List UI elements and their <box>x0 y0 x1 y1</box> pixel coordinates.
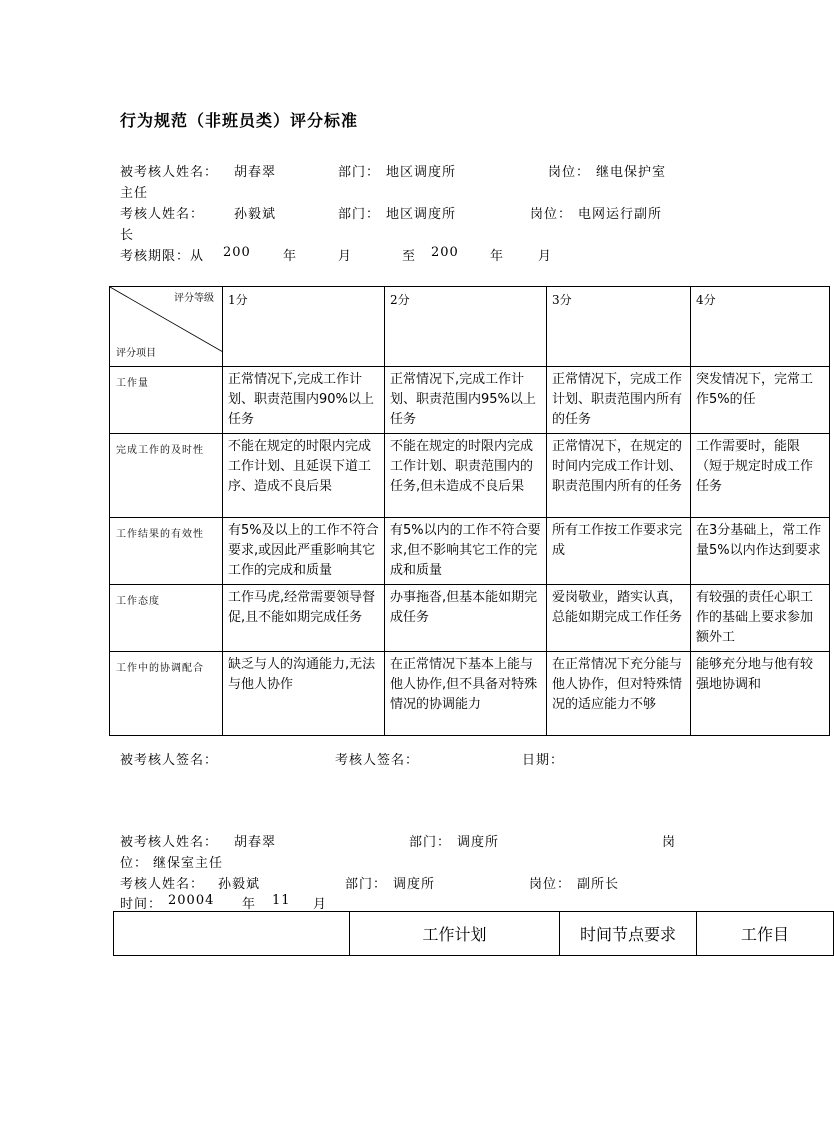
criterion-cell: 有5%及以上的工作不符合要求,或因此严重影响其它工作的完成和质量 <box>223 518 385 585</box>
criterion-cell: 缺乏与人的沟通能力,无法与他人协作 <box>223 652 385 736</box>
examiner-post-label: 岗位： <box>529 877 572 892</box>
examiner-post-label: 岗位： <box>530 207 573 222</box>
plan-header-row <box>114 912 834 956</box>
dept-value: 地区调度所 <box>386 165 457 180</box>
criterion-cell: 正常情况下,完成工作计划、职责范围内90%以上任务 <box>223 367 385 434</box>
period-month-char-end: 月 <box>538 249 553 264</box>
time-year: 20004 <box>168 893 215 908</box>
table-row <box>110 367 830 434</box>
plan-header-cell: 时间节点要求 <box>560 912 697 956</box>
examiner-dept-value: 地区调度所 <box>386 207 457 222</box>
criterion-cell: 在3分基础上，常工作量5%以内作达到要求 <box>691 518 830 585</box>
post-label: 岗 <box>662 835 677 850</box>
criterion-cell: 所有工作按工作要求完成 <box>547 518 691 585</box>
time-year-char: 年 <box>242 897 257 912</box>
level-header: 1分 <box>223 287 385 367</box>
examiner-post-value: 副所长 <box>577 877 620 892</box>
criterion-cell: 不能在规定的时限内完成工作计划、职责范围内的任务,但未造成不良后果 <box>385 434 547 518</box>
examinee-label: 被考核人姓名： <box>120 835 219 850</box>
corner-item-label: 评分项目 <box>116 348 156 359</box>
item-cell: 工作态度 <box>110 585 223 652</box>
criterion-cell: 在正常情况下充分能与他人协作，但对特殊情况的适应能力不够 <box>547 652 691 736</box>
examinee-signature-label: 被考核人签名： <box>120 753 219 768</box>
plan-header-cell: 工作计划 <box>350 912 560 956</box>
examinee-name: 胡春翠 <box>234 165 277 180</box>
criterion-cell: 正常情况下，在规定的时间内完成工作计划、职责范围内所有的任务 <box>547 434 691 518</box>
plan-header-cell: 工作目 <box>697 912 834 956</box>
period-month-char: 月 <box>338 249 353 264</box>
criterion-cell: 办事拖沓,但基本能如期完成任务 <box>385 585 547 652</box>
item-cell: 完成工作的及时性 <box>110 434 223 518</box>
examiner-post-value-continued: 长 <box>120 228 135 243</box>
examiner-post-value: 电网运行副所 <box>578 207 663 222</box>
time-month-char: 月 <box>313 897 328 912</box>
table-row <box>110 518 830 585</box>
criterion-cell: 突发情况下，完常工作5%的任 <box>691 367 830 434</box>
examinee-name: 胡春翠 <box>234 835 277 850</box>
examiner-signature-label: 考核人签名： <box>335 753 420 768</box>
post-value-continued: 主任 <box>120 186 149 201</box>
time-month: 11 <box>272 893 291 908</box>
level-header: 3分 <box>547 287 691 367</box>
rubric-header-row <box>110 287 830 367</box>
page-title: 行为规范（非班员类）评分标准 <box>120 111 359 130</box>
date-label: 日期： <box>522 753 565 768</box>
criterion-cell: 在正常情况下基本上能与他人协作,但不具备对特殊情况的协调能力 <box>385 652 547 736</box>
post-label: 岗位： <box>548 165 591 180</box>
period-label: 考核期限：从 <box>120 249 205 264</box>
item-cell: 工作量 <box>110 367 223 434</box>
examiner-label: 考核人姓名： <box>120 207 205 222</box>
level-header: 2分 <box>385 287 547 367</box>
period-year-start: 200 <box>223 245 251 260</box>
level-header: 4分 <box>691 287 830 367</box>
plan-header-cell <box>114 912 350 956</box>
examiner-label: 考核人姓名： <box>120 877 205 892</box>
period-year-char-end: 年 <box>490 249 505 264</box>
rubric-table <box>109 286 830 736</box>
item-cell: 工作结果的有效性 <box>110 518 223 585</box>
criterion-cell: 工作马虎,经常需要领导督促,且不能如期完成任务 <box>223 585 385 652</box>
criterion-cell: 工作需要时，能限（短于规定时成工作任务 <box>691 434 830 518</box>
table-row <box>110 434 830 518</box>
examiner-name: 孙毅斌 <box>218 877 261 892</box>
time-label: 时间： <box>120 897 163 912</box>
examiner-name: 孙毅斌 <box>234 207 277 222</box>
criterion-cell: 爱岗敬业，踏实认真，总能如期完成工作任务 <box>547 585 691 652</box>
post-value: 继电保护室 <box>596 165 667 180</box>
dept-value: 调度所 <box>457 835 500 850</box>
period-year-char: 年 <box>283 249 298 264</box>
dept-label: 部门： <box>409 835 452 850</box>
corner-cell <box>110 287 223 367</box>
criterion-cell: 正常情况下，完成工作计划、职责范围内所有的任务 <box>547 367 691 434</box>
criterion-cell: 正常情况下,完成工作计划、职责范围内95%以上任务 <box>385 367 547 434</box>
table-row <box>110 585 830 652</box>
examiner-dept-label: 部门： <box>345 877 388 892</box>
item-cell: 工作中的协调配合 <box>110 652 223 736</box>
criterion-cell: 能够充分地与他有较强地协调和 <box>691 652 830 736</box>
examinee-label: 被考核人姓名： <box>120 165 219 180</box>
criterion-cell: 有较强的责任心职工作的基础上要求参加额外工 <box>691 585 830 652</box>
criterion-cell: 有5%以内的工作不符合要求,但不影响其它工作的完成和质量 <box>385 518 547 585</box>
criterion-cell: 不能在规定的时限内完成工作计划、且延误下道工序、造成不良后果 <box>223 434 385 518</box>
dept-label: 部门： <box>338 165 381 180</box>
examiner-dept-value: 调度所 <box>393 877 436 892</box>
post-label-continued: 位： <box>120 856 149 871</box>
post-value: 继保室主任 <box>153 856 224 871</box>
corner-level-label: 评分等级 <box>174 293 214 304</box>
table-row <box>110 652 830 736</box>
period-to: 至 <box>402 249 417 264</box>
work-plan-table <box>113 911 834 956</box>
examiner-dept-label: 部门： <box>338 207 381 222</box>
period-year-end: 200 <box>431 245 459 260</box>
